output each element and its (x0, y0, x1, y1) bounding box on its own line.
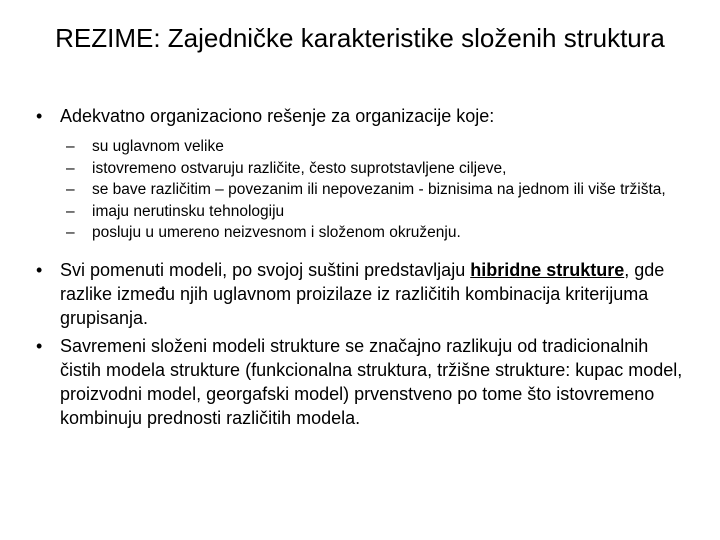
sub-item-text: se bave različitim – povezanim ili nepovezanim - biznisima na jednom ili više tržišta, (92, 181, 666, 198)
sub-list (30, 136, 690, 244)
dash-icon: – (66, 138, 75, 155)
bullet-item-3 (30, 334, 690, 430)
bullet-text: Adekvatno organizaciono rešenje za organizacije koje: (60, 106, 495, 126)
sub-item-2 (30, 158, 690, 180)
bullet-text-before: Svi pomenuti modeli, po svojoj suštini predstavljaju (60, 259, 471, 280)
sub-item-4 (30, 201, 690, 223)
slide-body (30, 104, 690, 430)
sub-item-text: istovremeno ostvaruju različite, često suprotstavljene ciljeve, (92, 159, 507, 177)
sub-item-1 (30, 136, 690, 158)
dash-icon: – (66, 159, 75, 177)
bullet-item-1 (30, 104, 690, 128)
highlighted-term: hibridne strukture (470, 259, 625, 280)
sub-item-3 (30, 179, 690, 201)
dash-icon: – (66, 202, 75, 220)
slide-title: REZIME: Zajedničke karakteristike složenih struktura (55, 23, 665, 53)
dash-icon: – (66, 224, 75, 241)
bullet-icon: • (36, 106, 43, 126)
sub-item-text: imaju nerutinsku tehnologiju (92, 202, 285, 220)
bullet-item-2 (30, 258, 690, 330)
bullet-text-after: , gde razlike između njih uglavnom proizilaze iz različitih kombinacija kriterijuma grupisanja. (60, 259, 665, 328)
sub-item-5 (30, 222, 690, 244)
dash-icon: – (66, 181, 75, 198)
bullet-icon: • (36, 335, 43, 356)
sub-item-text: posluju u umereno neizvesnom i složenom okruženju. (92, 224, 461, 241)
sub-item-text: su uglavnom velike (92, 138, 224, 155)
bullet-icon: • (36, 259, 43, 280)
bullet-text: Savremeni složeni modeli strukture se značajno razlikuju od tradicionalnih čistih modela strukture (funkcionalna struktura, tržišne strukture: kupac model, proizvodni model, georgafski model) prvenstveno po tome što istovremeno kombinuju prednosti različitih modela. (60, 335, 683, 428)
